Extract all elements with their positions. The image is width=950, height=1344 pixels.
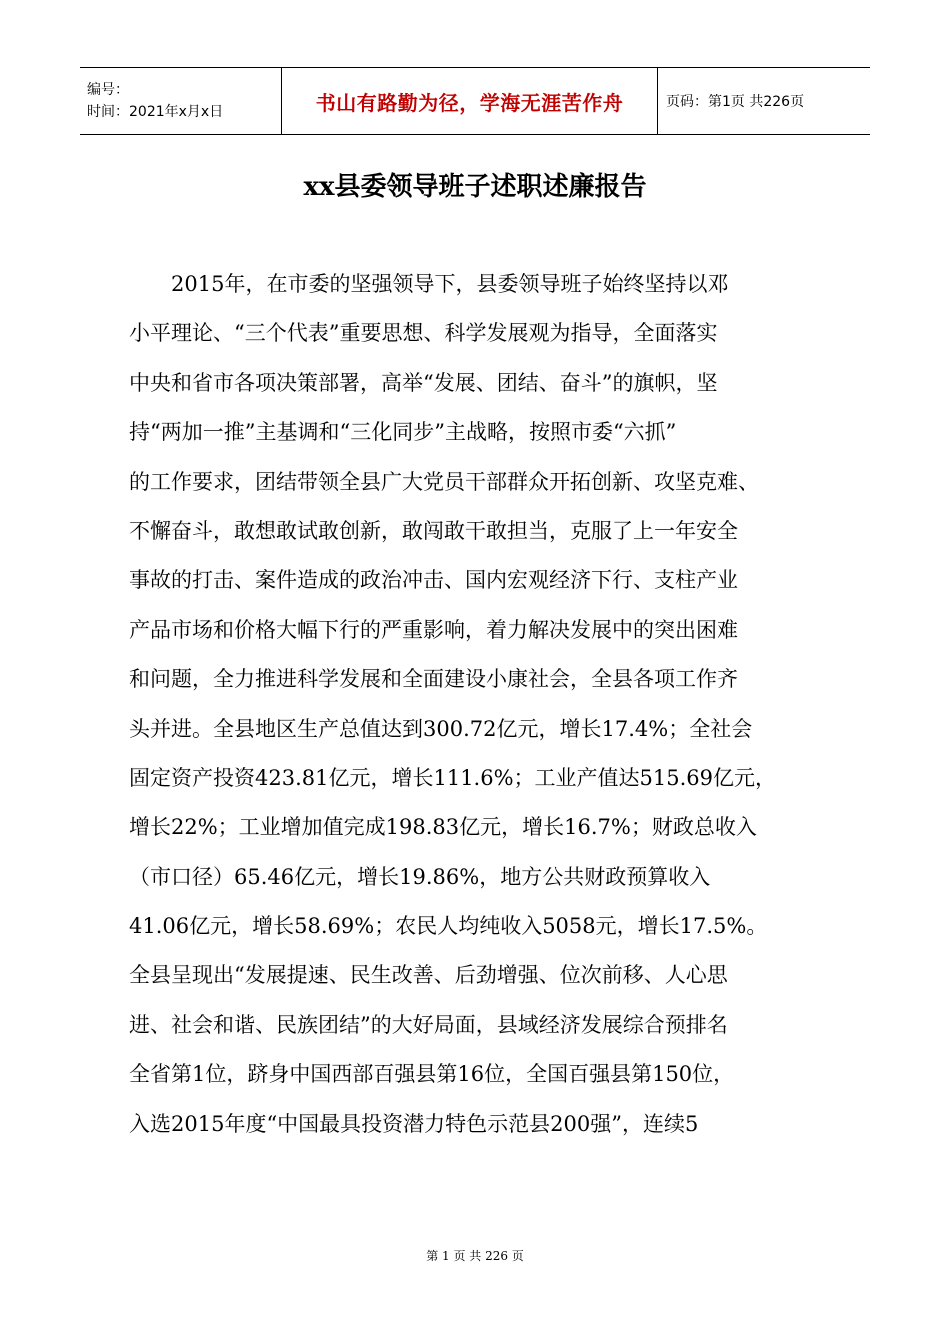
header-time-label: 时间：2021年x月x日 [87,104,224,120]
body-line: 入选2015年度“中国最具投资潜力特色示范县200强”，连续5 [129,1111,699,1136]
document-header [80,67,870,135]
page-footer: 第 1 页 共 226 页 [426,1249,524,1263]
body-line: 41.06亿元，增长58.69%；农民人均纯收入5058元，增长17.5%。 [129,914,768,939]
header-page-info: 页码：第1页 共226页 [666,94,805,110]
document-title: xx县委领导班子述职述廉报告 [303,172,647,202]
header-motto: 书山有路勤为径，学海无涯苦作舟 [282,68,658,134]
body-line: 头并进。全县地区生产总值达到300.72亿元，增长17.4%；全社会 [129,716,753,741]
body-line: 和问题，全力推进科学发展和全面建设小康社会，全县各项工作齐 [129,667,738,692]
body-line: 持“两加一推”主基调和“三化同步”主战略，按照市委“六抓” [129,420,677,445]
body-line: 事故的打击、案件造成的政治冲击、国内宏观经济下行、支柱产业 [129,568,738,593]
body-line: 全省第1位，跻身中国西部百强县第16位，全国百强县第150位， [129,1062,735,1087]
body-line: 不懈奋斗，敢想敢试敢创新，敢闯敢干敢担当，克服了上一年安全 [129,518,738,543]
body-line: 进、社会和谐、民族团结”的大好局面，县域经济发展综合预排名 [129,1012,728,1037]
header-number-label: 编号： [87,82,129,98]
body-line: 全县呈现出“发展提速、民生改善、后劲增强、位次前移、人心思 [129,963,728,988]
body-line: 的工作要求，团结带领全县广大党员干部群众开拓创新、攻坚克难、 [129,469,759,494]
body-line: 产品市场和价格大幅下行的严重影响，着力解决发展中的突出困难 [129,617,738,642]
body-line: 增长22%；工业增加值完成198.83亿元，增长16.7%；财政总收入 [129,815,757,840]
body-line: 小平理论、“三个代表”重要思想、科学发展观为指导，全面落实 [129,321,718,346]
body-line: 固定资产投资423.81亿元，增长111.6%；工业产值达515.69亿元， [129,765,777,790]
body-line: （市口径）65.46亿元，增长19.86%，地方公共财政预算收入 [129,864,711,889]
document-body [129,268,829,1157]
body-line: 2015年，在市委的坚强领导下，县委领导班子始终坚持以邓 [171,272,729,296]
header-meta [80,68,282,134]
body-line: 中央和省市各项决策部署，高举“发展、团结、奋斗”的旗帜，坚 [129,370,718,395]
